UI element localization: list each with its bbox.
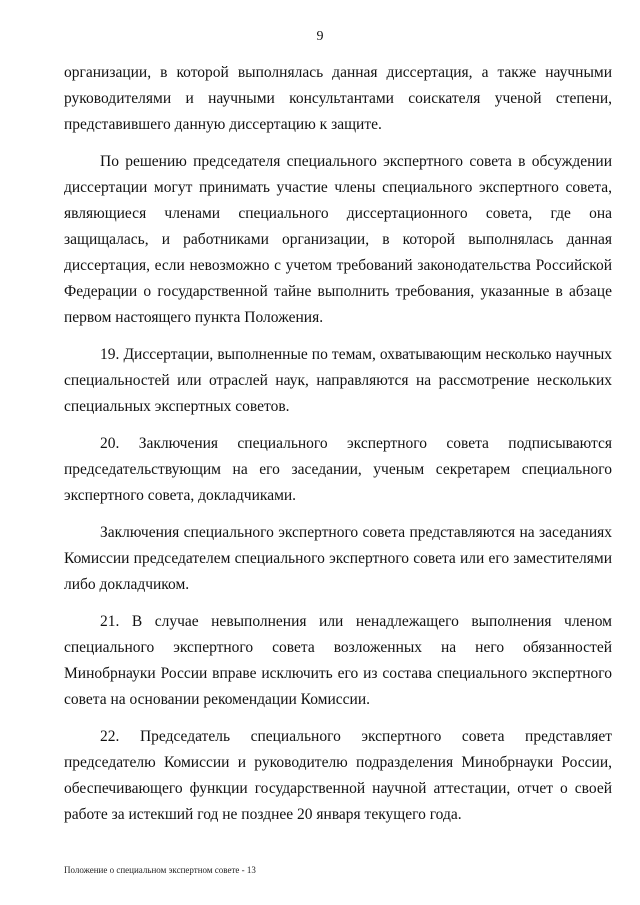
paragraph-discussion-participants: По решению председателя специального экспертного совета в обсуждении диссертации могут принимать участие члены специального экспертного совета, являющиеся членами специального диссертационного совета, где она защищалась, и работниками организации, в которой выполнялась данная диссертация, если невозможно с учетом требований законодательства Российской Федерации о государственной тайне выполнить требования, указанные в абзаце первом настоящего пункта Положения. (64, 153, 612, 326)
page-number: 9 (316, 29, 324, 44)
paragraph-conclusions-presented: Заключения специального экспертного совета представляются на заседаниях Комиссии председателем специального экспертного совета или его заместителями либо докладчиком. (64, 524, 612, 593)
paragraph-item-19: 19. Диссертации, выполненные по темам, охватывающим несколько научных специальностей или отраслей наук, направляются на рассмотрение нескольких специальных экспертных советов. (64, 346, 612, 415)
paragraph-item-21: 21. В случае невыполнения или ненадлежащего выполнения членом специального экспертного совета возложенных на него обязанностей Минобрнауки России вправе исключить его из состава специального экспертного совета на основании рекомендации Комиссии. (64, 613, 612, 708)
paragraph-item-22: 22. Председатель специального экспертного совета представляет председателю Комиссии и руководителю подразделения Минобрнауки России, обеспечивающего функции государственной научной аттестации, отчет о своей работе за истекший год не позднее 20 января текущего года. (64, 728, 612, 823)
paragraph-continuation: организации, в которой выполнялась данная диссертация, а также научными руководителями и научными консультантами соискателя ученой степени, представившего данную диссертацию к защите. (64, 64, 612, 133)
document-body (64, 60, 612, 839)
page-footer: Положение о специальном экспертном совете - 13 (64, 865, 256, 875)
paragraph-item-20: 20. Заключения специального экспертного совета подписываются председательствующим на его заседании, ученым секретарем специального экспертного совета, докладчиками. (64, 435, 612, 504)
